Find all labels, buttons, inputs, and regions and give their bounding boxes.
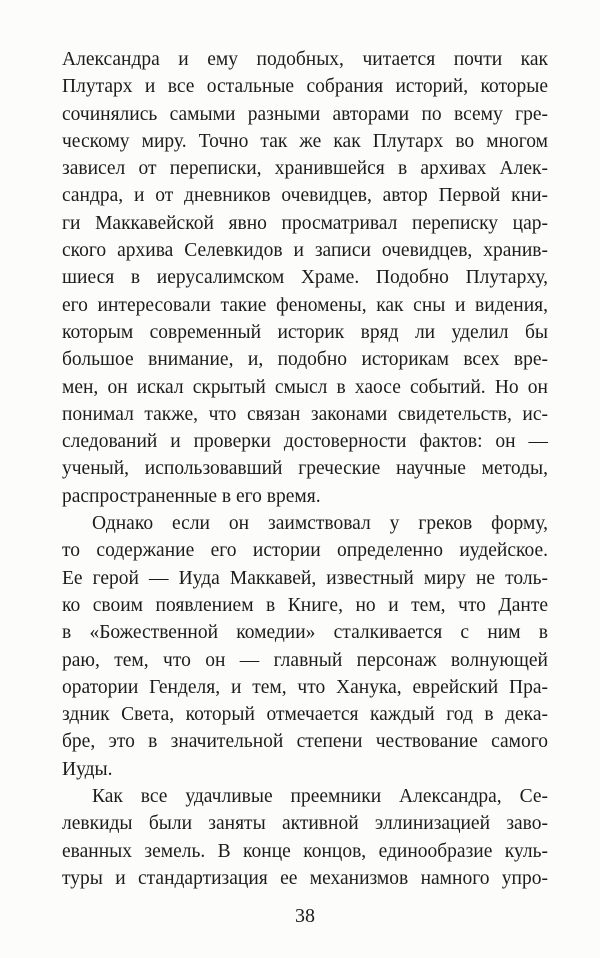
paragraph	[62, 783, 548, 892]
text-block	[62, 46, 548, 892]
text-line: Иуды.	[62, 758, 113, 780]
text-line: ги Маккавейской явно просматривал переписку цар-	[62, 212, 548, 234]
text-line: здник Света, который отмечается каждый год в дека-	[62, 704, 548, 726]
text-line: Ее герой — Иуда Маккавей, известный миру не толь-	[62, 567, 548, 589]
text-line: шиеся в иерусалимском Храме. Подобно Плутарху,	[62, 267, 548, 289]
text-line: понимал также, что связан законами свидетельств, ис-	[62, 403, 548, 425]
text-line: Как все удачливые преемники Александра, Се-	[92, 786, 548, 808]
text-line: мен, он искал скрытый смысл в хаосе событий. Но он	[62, 376, 548, 398]
text-line: Плутарх и все остальные собрания историй, которые	[62, 76, 548, 98]
text-line: ученый, использовавший греческие научные методы,	[62, 458, 548, 480]
text-line: левкиды были заняты активной эллинизацией заво-	[62, 813, 548, 835]
text-line: Александра и ему подобных, читается почти как	[62, 49, 548, 70]
text-line: его интересовали такие феномены, как сны и видения,	[62, 294, 548, 316]
text-line: сочинялись самыми разными авторами по всему гре-	[62, 103, 548, 125]
text-line: еванных земель. В конце концов, единообразие куль-	[62, 840, 548, 862]
text-line: следований и проверки достоверности фактов: он —	[62, 431, 548, 453]
text-line: которым современный историк вряд ли уделил бы	[62, 321, 548, 343]
text-line: туры и стандартизация ее механизмов намного упро-	[62, 867, 548, 889]
text-line: в «Божественной комедии» сталкивается с ним в	[62, 622, 548, 644]
paragraph	[62, 510, 548, 783]
text-line: бре, это в значительной степени чествование самого	[62, 731, 548, 753]
text-line: сандра, и от дневников очевидцев, автор Первой кни-	[62, 185, 548, 207]
text-line: то содержание его истории определенно иудейское.	[62, 540, 548, 562]
paragraph	[62, 46, 548, 510]
text-line: раю, тем, что он — главный персонаж волнующей	[62, 649, 548, 671]
text-line: ко своим появлением в Книге, но и тем, что Данте	[62, 594, 548, 616]
page-number: 38	[295, 905, 315, 927]
text-line: ского архива Селевкидов и записи очевидцев, хранив-	[62, 240, 548, 262]
text-line: ческому миру. Точно так же как Плутарх во многом	[62, 130, 548, 152]
text-line: оратории Генделя, и тем, что Ханука, еврейский Пра-	[62, 676, 548, 698]
text-line: большое внимание, и, подобно историкам всех вре-	[62, 349, 548, 371]
text-line: распространенные в его время.	[62, 485, 321, 507]
text-line: зависел от переписки, хранившейся в архивах Алек-	[62, 158, 548, 180]
text-line: Однако если он заимствовал у греков форму,	[92, 513, 548, 535]
